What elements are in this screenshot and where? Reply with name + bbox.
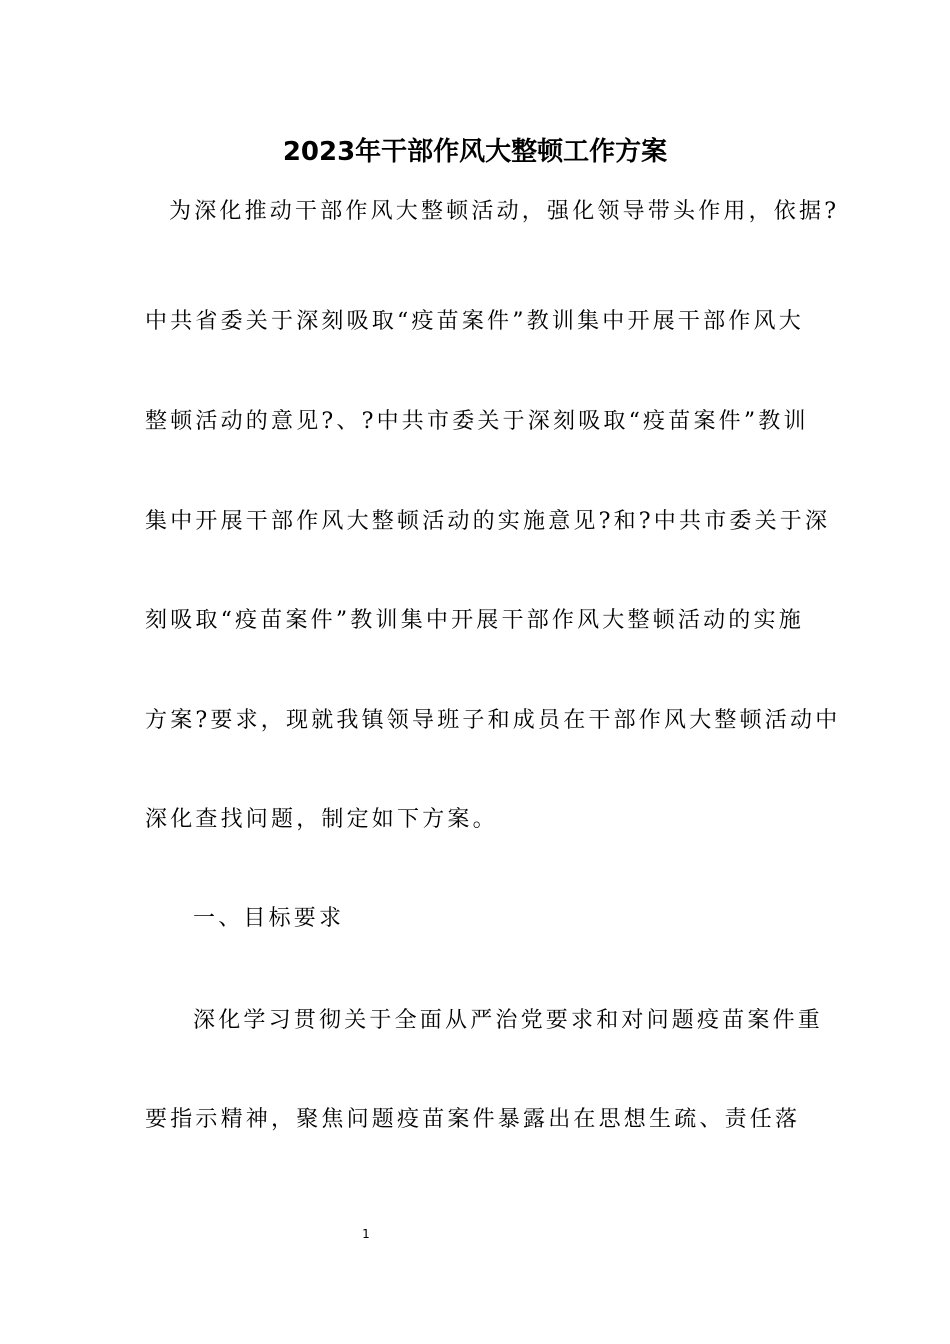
paragraph-line: 要指示精神，聚焦问题疫苗案件暴露出在思想生疏、责任落	[145, 1107, 801, 1132]
page-number: 1	[362, 1227, 370, 1241]
document-title: 2023年干部作风大整顿工作方案	[282, 137, 668, 167]
paragraph-line: 整顿活动的意见?、?中共市委关于深刻吸取“疫苗案件”教训	[145, 409, 809, 434]
paragraph-line: 方案?要求，现就我镇领导班子和成员在干部作风大整顿活动中	[145, 708, 841, 733]
paragraph-line: 深化学习贯彻关于全面从严治党要求和对问题疫苗案件重	[193, 1008, 824, 1033]
section-heading: 一、目标要求	[193, 906, 345, 931]
paragraph-line: 深化查找问题，制定如下方案。	[145, 807, 498, 832]
paragraph-line: 中共省委关于深刻吸取“疫苗案件”教训集中开展干部作风大	[145, 309, 804, 334]
paragraph-line: 为深化推动干部作风大整顿活动，强化领导带头作用，依据?	[169, 199, 840, 224]
paragraph-line: 刻吸取“疫苗案件”教训集中开展干部作风大整顿活动的实施	[145, 608, 804, 633]
paragraph-line: 集中开展干部作风大整顿活动的实施意见?和?中共市委关于深	[145, 509, 831, 534]
